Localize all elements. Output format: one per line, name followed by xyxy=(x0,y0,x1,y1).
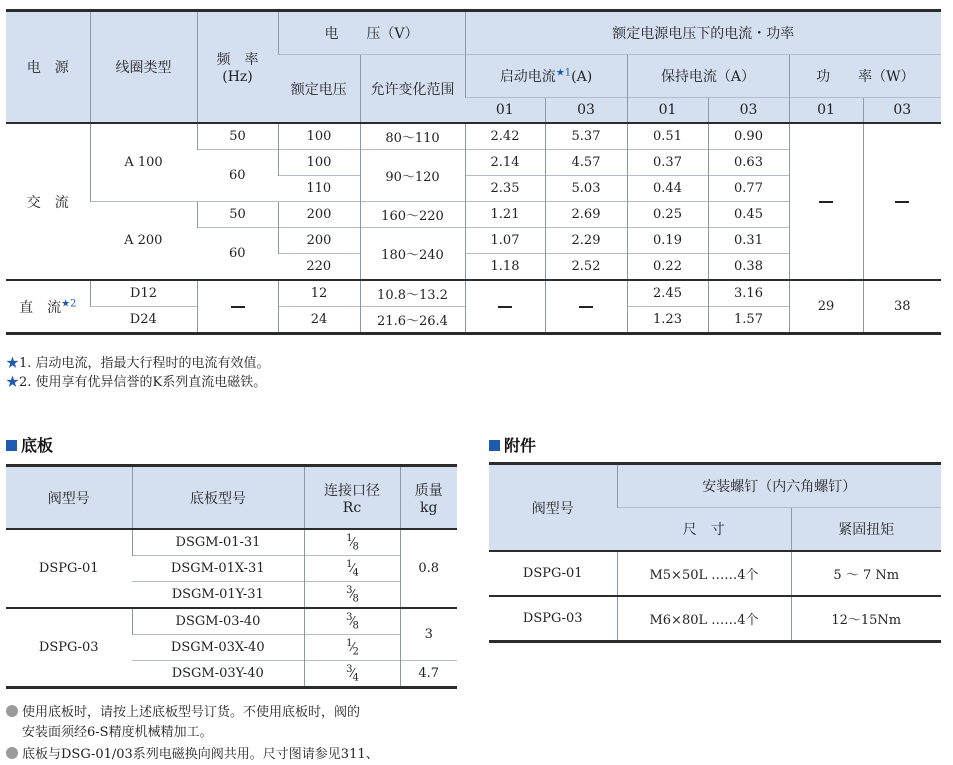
sub-holding-01: 01 xyxy=(627,98,708,124)
accessories-section-title xyxy=(489,433,536,456)
holding-01-cell: 0.51 xyxy=(627,123,708,150)
header-port-size xyxy=(304,466,400,530)
square-bullet-icon xyxy=(489,440,500,451)
range-cell: 21.6～26.4 xyxy=(360,307,465,334)
dc-power-01: 29 xyxy=(789,280,863,334)
header-allowed-range: 允许变化范围 xyxy=(360,55,465,124)
electrical-spec-table xyxy=(6,9,941,335)
bullet-dot-icon xyxy=(6,705,18,717)
table-row xyxy=(6,280,941,307)
header-size: 尺 寸 xyxy=(617,508,791,552)
mass-cell: 0.8 xyxy=(400,529,457,608)
port-size-cell: $^1⁄_2$ xyxy=(304,635,400,661)
frac-num: 3 xyxy=(346,584,352,596)
holding-01-cell: 0.44 xyxy=(627,176,708,202)
subplate-model-cell: DSGM-03-40 xyxy=(132,608,304,635)
accessories-title-text: 附件 xyxy=(504,436,537,455)
inrush-label: 启动电流 xyxy=(499,69,556,85)
rated-cell: 200 xyxy=(278,228,360,254)
coil-cell: A 200 xyxy=(90,202,197,281)
header-subplate-model: 底板型号 xyxy=(132,466,304,530)
inrush-03-cell: 2.52 xyxy=(545,254,627,281)
holding-03-cell: 0.90 xyxy=(708,123,789,150)
frac-den: 8 xyxy=(352,541,358,553)
header-holding-current: 保持电流（A） xyxy=(627,55,789,98)
rated-cell: 12 xyxy=(278,280,360,307)
subplate-model-cell: DSGM-03X-40 xyxy=(132,635,304,661)
holding-01-cell: 0.37 xyxy=(627,150,708,176)
accessories-table xyxy=(489,462,941,643)
ac-label: 交 流 xyxy=(6,123,90,280)
holding-01-cell: 0.19 xyxy=(627,228,708,254)
header-mass xyxy=(400,466,457,530)
dc-label-text: 直 流 xyxy=(19,299,62,316)
table-row xyxy=(6,608,457,635)
inrush-01-cell: 1.18 xyxy=(465,254,545,281)
footnote-1 xyxy=(6,355,270,373)
frac-den: 8 xyxy=(352,593,358,605)
inrush-01-cell: 1.07 xyxy=(465,228,545,254)
dc-inrush-01-dash xyxy=(465,280,545,334)
footnote-2 xyxy=(6,374,266,392)
table-row xyxy=(489,596,941,642)
port-size-cell: $^3⁄_4$ xyxy=(304,661,400,688)
header-coil-type: 线圈类型 xyxy=(90,11,197,124)
frac-num: 1 xyxy=(346,637,352,649)
port-size-cell: $^1⁄_4$ xyxy=(304,556,400,582)
holding-01-cell: 0.25 xyxy=(627,202,708,228)
inrush-01-cell: 1.21 xyxy=(465,202,545,228)
rated-cell: 110 xyxy=(278,176,360,202)
holding-03-cell: 0.45 xyxy=(708,202,789,228)
header-torque: 紧固扭矩 xyxy=(791,508,941,552)
valve-model-cell: DSPG-03 xyxy=(6,608,132,688)
sub-inrush-03: 03 xyxy=(545,98,627,124)
subplate-table xyxy=(6,464,457,689)
bullet-dot-icon xyxy=(6,747,18,759)
inrush-01-cell: 2.14 xyxy=(465,150,545,176)
subplate-model-cell: DSGM-01X-31 xyxy=(132,556,304,582)
holding-03-cell: 0.77 xyxy=(708,176,789,202)
footnote-2-mark: ★ xyxy=(6,375,20,390)
table-row xyxy=(6,529,457,556)
header-frequency xyxy=(197,11,278,124)
inrush-03-cell: 2.29 xyxy=(545,228,627,254)
torque-cell: 5 ～ 7 Nm xyxy=(791,551,941,596)
header-valve-model: 阀型号 xyxy=(489,464,617,552)
freq-cell: 60 xyxy=(197,228,278,281)
note-2 xyxy=(6,745,461,765)
inrush-unit: (A) xyxy=(571,69,593,85)
holding-03-cell: 1.57 xyxy=(708,307,789,334)
header-valve-model: 阀型号 xyxy=(6,466,132,530)
frac-num: 1 xyxy=(346,558,352,570)
subplate-model-cell: DSGM-03Y-40 xyxy=(132,661,304,688)
frac-num: 3 xyxy=(346,611,352,623)
range-cell: 180～240 xyxy=(360,228,465,281)
header-power-source: 电 源 xyxy=(6,11,90,124)
ac-power-03-dash xyxy=(863,123,941,280)
freq-cell: 50 xyxy=(197,202,278,228)
square-bullet-icon xyxy=(6,440,17,451)
header-frequency-label: 频 率 xyxy=(216,52,259,68)
valve-model-cell: DSPG-01 xyxy=(489,551,617,596)
inrush-03-cell: 5.37 xyxy=(545,123,627,150)
sub-holding-03: 03 xyxy=(708,98,789,124)
dc-freq-dash xyxy=(197,280,278,334)
mass-cell: 3 xyxy=(400,608,457,661)
inrush-01-cell: 2.42 xyxy=(465,123,545,150)
port-size-unit: Rc xyxy=(342,499,362,516)
frac-num: 3 xyxy=(346,663,352,675)
valve-model-cell: DSPG-03 xyxy=(489,596,617,642)
mass-cell: 4.7 xyxy=(400,661,457,688)
footnote-1-mark: ★ xyxy=(6,356,20,371)
dc-power-03: 38 xyxy=(863,280,941,334)
inrush-03-cell: 2.69 xyxy=(545,202,627,228)
dc-label xyxy=(6,280,90,334)
sub-power-01: 01 xyxy=(789,98,863,124)
coil-cell: D24 xyxy=(90,307,197,334)
range-cell: 90～120 xyxy=(360,150,465,202)
header-mounting-screws: 安装螺钉（内六角螺钉） xyxy=(617,464,941,508)
table-row xyxy=(489,551,941,596)
frac-den: 2 xyxy=(352,646,358,658)
rated-cell: 220 xyxy=(278,254,360,281)
holding-03-cell: 3.16 xyxy=(708,280,789,307)
note-2-line1: 底板与DSG-01/03系列电磁换向阀共用。尺寸图请参见311、 xyxy=(22,747,379,762)
subplate-title-text: 底板 xyxy=(21,436,54,455)
holding-03-cell: 0.38 xyxy=(708,254,789,281)
rated-cell: 100 xyxy=(278,150,360,176)
frac-num: 1 xyxy=(346,532,352,544)
note-1-line1: 使用底板时，请按上述底板型号订货。不使用底板时，阀的 xyxy=(22,705,361,720)
port-size-cell: $^1⁄_8$ xyxy=(304,529,400,556)
sub-inrush-01: 01 xyxy=(465,98,545,124)
valve-model-cell: DSPG-01 xyxy=(6,529,132,608)
rated-cell: 24 xyxy=(278,307,360,334)
header-current-power: 额定电源电压下的电流・功率 xyxy=(465,11,941,55)
sub-power-03: 03 xyxy=(863,98,941,124)
dc-inrush-03-dash xyxy=(545,280,627,334)
mass-unit: kg xyxy=(420,499,438,516)
subplate-model-cell: DSGM-01-31 xyxy=(132,529,304,556)
frac-den: 4 xyxy=(352,567,358,579)
holding-01-cell: 2.45 xyxy=(627,280,708,307)
holding-03-cell: 0.63 xyxy=(708,150,789,176)
footnote-2-text: 2. 使用享有优异信誉的K系列直流电磁铁。 xyxy=(19,375,267,390)
subplate-model-cell: DSGM-01Y-31 xyxy=(132,582,304,609)
coil-cell: D12 xyxy=(90,280,197,307)
mass-label: 质量 xyxy=(414,482,443,499)
rated-cell: 200 xyxy=(278,202,360,228)
inrush-01-cell: 2.35 xyxy=(465,176,545,202)
rated-cell: 100 xyxy=(278,123,360,150)
table-row xyxy=(6,123,941,150)
coil-cell: A 100 xyxy=(90,123,197,202)
frac-den: 4 xyxy=(352,672,358,684)
header-power: 功 率（W） xyxy=(789,55,941,98)
note-1-line2: 安装面须经6-S精度机械精加工。 xyxy=(22,725,213,740)
torque-cell: 12～15Nm xyxy=(791,596,941,642)
range-cell: 10.8～13.2 xyxy=(360,280,465,307)
holding-01-cell: 0.22 xyxy=(627,254,708,281)
screw-size-cell: M6×80L ……4个 xyxy=(617,596,791,642)
range-cell: 80～110 xyxy=(360,123,465,150)
port-size-label: 连接口径 xyxy=(324,482,380,499)
inrush-03-cell: 5.03 xyxy=(545,176,627,202)
header-rated-voltage: 额定电压 xyxy=(278,55,360,124)
note-1 xyxy=(6,703,461,743)
range-cell: 160～220 xyxy=(360,202,465,228)
header-frequency-unit: (Hz) xyxy=(222,69,253,85)
screw-size-cell: M5×50L ……4个 xyxy=(617,551,791,596)
port-size-cell: $^3⁄_8$ xyxy=(304,608,400,635)
freq-cell: 50 xyxy=(197,123,278,150)
inrush-star: ★1 xyxy=(555,67,572,79)
dc-star: ★2 xyxy=(61,297,77,309)
port-size-cell: $^3⁄_8$ xyxy=(304,582,400,609)
ac-power-01-dash xyxy=(789,123,863,280)
freq-cell: 60 xyxy=(197,150,278,202)
header-inrush-current xyxy=(465,55,627,98)
holding-01-cell: 1.23 xyxy=(627,307,708,334)
frac-den: 8 xyxy=(352,620,358,632)
header-voltage: 电 压（V） xyxy=(278,11,465,55)
holding-03-cell: 0.31 xyxy=(708,228,789,254)
inrush-03-cell: 4.57 xyxy=(545,150,627,176)
subplate-section-title xyxy=(6,433,53,456)
footnote-1-text: 1. 启动电流，指最大行程时的电流有效值。 xyxy=(19,356,270,371)
